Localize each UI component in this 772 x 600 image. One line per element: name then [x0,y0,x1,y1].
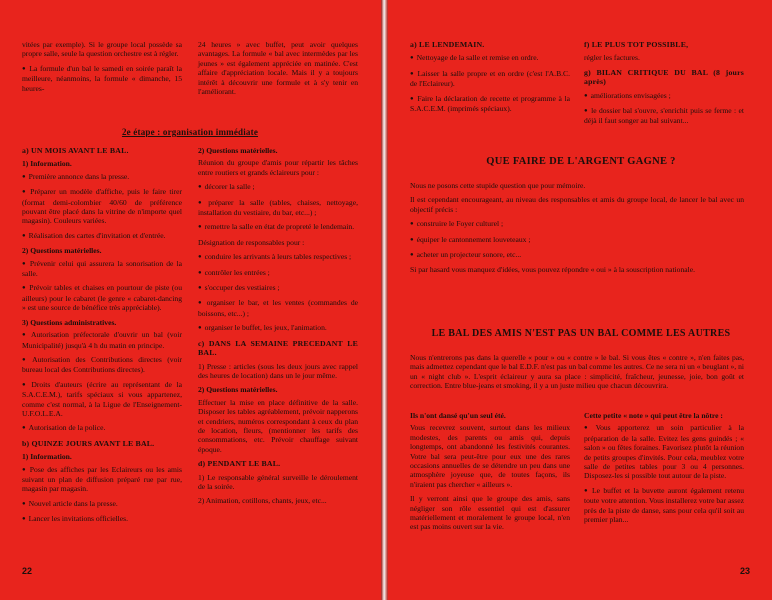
right-page [388,0,772,600]
intro-paragraph: 24 heures » avec buffet, peut avoir quelques avantages. La formule « bal avec intermèdes par les jeunes » est également appréciée en matinée. C'est affaire d'appréciation locale. Mais il y a toujours intérêt à découvrir une formule et à s'y tenir en l'améliorant. [198,40,358,97]
section-heading: b) QUINZE JOURS AVANT LE BAL. [22,438,155,448]
list-item: ● Autorisation des Contributions directes (voir bureau local des Contributions directes). [22,355,182,375]
list-item: ● Lancer les invitations officielles. [22,514,182,524]
bal-column-1 [410,411,570,537]
list-item: ● organiser le bar, et les ventes (commandes de boissons, etc...) ; [198,298,358,318]
right-top-column-1 [410,40,570,118]
list-item: ● décorer la salle ; [198,182,358,192]
paragraph: Nous n'entrerons pas dans la querelle « pour » ou « contre » le bal. Si vous êtes « contre », n'en faites pas, mais admettez cependant que le bal E.D.F. n'est pas un bal comme les autres. Ce ne sera ni un « beuglant », ni un « night club ». L'esprit éclaireur y aura sa place : simplicité, fraîcheur, jeunesse, joie, bon goût et correction. Entre blue-jeans et smoking, il y a un juste milieu que chacun découvrira. [410,353,744,391]
sub-heading: 3) Questions administratives. [22,317,117,327]
list-item: ● Le buffet et la buvette auront également retenu toute votre attention. Vous installerez votre bar assez près de la piste de danse, sans pour cela qu'il soit au premier plan... [584,486,744,525]
sub-heading: 2) Questions matérielles. [198,146,278,155]
left-page [0,0,381,600]
paragraph: Il est cependant encourageant, au niveau des responsables et amis du groupe local, de lancer le bal avec un objectif précis : [410,195,744,214]
list-item: ● organiser le buffet, les jeux, l'animation. [198,323,358,333]
paragraph: Vous recevrez souvent, surtout dans les milieux modestes, des parents ou amis qui, depuis longtemps, ont abandonné les festivités courantes. Votre bal sera peut-être pour eux une des rares occasions annuelles de se détendre un peu dans une atmosphère joyeuse que, de toutes façons, ils n'iraient pas chercher « ailleurs ». [410,423,570,489]
sub-heading: 2) Questions matérielles. [22,246,102,256]
paragraph: Désignation de responsables pour : [198,237,305,247]
list-item: ● améliorations envisagées ; [584,91,744,101]
paragraph: Effectuer la mise en place définitive de la salle. Disposer les tables agréablement, prévoir napperons et cendriers, numéros correspondant à ceux du plan de location, fleurs, (mentionner les tarifs des consommations, etc. Prévoir chauffage suivant époque. [198,397,358,454]
sub-heading: 2) Questions matérielles. [198,385,278,395]
list-item: ● construire le Foyer culturel ; [410,219,744,229]
intro-column-2 [198,40,358,101]
left-column-1 [22,146,182,530]
intro-paragraph: vitées par exemple). Si le groupe local possède sa propre salle, seule la question orchestre est à régler. [22,40,182,59]
list-item: ● Autorisation de la police. [22,423,182,433]
paragraph: Nous ne posons cette stupide question que pour mémoire. [410,181,586,190]
page-number: 23 [739,566,750,576]
paragraph: 1) Presse : articles (sous les deux jours avec rappel des heures de location) dans un le jour même. [198,361,358,380]
stage-title: 2e étape : organisation immédiate [121,127,259,137]
paragraph: 2) Animation, cotillons, chants, jeux, etc... [198,496,327,506]
page-number: 22 [22,566,33,576]
list-item: ● Préparer un modèle d'affiche, puis le faire tirer (format demi-colombier 40/60 de préférence pouvant être placé dans la vitrine de n'importe quel magasin). Couleurs variées. [22,187,182,226]
list-item: ● Droits d'auteurs (écrire au représentant de la S.A.C.E.M.), tarifs spéciaux si vous appartenez, comme c'est normal, à la Ligue de l'Enseignement-U.F.O.L.E.A. [22,380,182,419]
money-section [410,181,744,280]
list-item: ● remettre la salle en état de propreté le lendemain. [198,222,358,232]
paragraph: 1) Le responsable général surveille le déroulement de la soirée. [198,472,358,491]
right-top-column-2 [584,40,744,131]
money-title: QUE FAIRE DE L'ARGENT GAGNE ? [486,156,676,167]
list-item: ● contrôler les entrées ; [198,268,358,278]
list-item: ● Réalisation des cartes d'invitation et d'entrée. [22,231,182,241]
list-item: ● acheter un projecteur sonore, etc... [410,250,744,260]
paragraph: Il y verront ainsi que le groupe des amis, sans négliger son rôle essentiel qui est d'assurer matériellement et moralement le groupe local, n'en est pas moins ouvert sur la vie. [410,494,570,532]
intro-paragraph: ● La formule d'un bal le samedi en soirée paraît la meilleure, néanmoins, la formule « dimanche, 15 heures- [22,64,182,93]
section-heading: a) UN MOIS AVANT LE BAL. [22,146,129,155]
sub-heading: Ils n'ont dansé qu'un seul été. [410,411,506,420]
section-heading: g) BILAN CRITIQUE DU BAL (8 jours après) [584,67,744,87]
list-item: ● Première annonce dans la presse. [22,172,182,182]
paragraph: régler les factures. [584,53,640,63]
list-item: ● Prévenir celui qui assurera la sonorisation de la salle. [22,259,182,279]
bal-title: LE BAL DES AMIS N'EST PAS UN BAL COMME LES AUTRES [431,328,731,339]
bal-column-2 [584,411,744,529]
list-item: ● conduire les arrivants à leurs tables respectives ; [198,252,358,262]
list-item: ● Nettoyage de la salle et remise en ordre. [410,53,570,63]
intro-column-1 [22,40,182,98]
list-item: ● Nouvel article dans la presse. [22,499,182,509]
list-item: ● le dossier bal s'ouvre, s'enrichit puis se ferme : et déjà il faut songer au bal suivant... [584,106,744,126]
sub-heading: Cette petite « note » qui peut être la nôtre : [584,411,723,420]
section-heading: a) LE LENDEMAIN. [410,40,485,49]
list-item: ● Vous apporterez un soin particulier à la préparation de la salle. Evitez les gens guindés ; « salon » ou fêtes foraines. Favorisez plutôt la réunion de petits groupes d'invités. Pour cela, meublez votre salle de petites tables pour 3 ou 4 personnes. Disposez-les si possible tout autour de la piste. [584,423,744,480]
left-column-2 [198,146,358,511]
list-item: ● s'occuper des vestiaires ; [198,283,358,293]
list-item: ● Prévoir tables et chaises en pourtour de piste (ou ailleurs) pour le cabaret (le genre « cabaret-dancing » est une source de bénéfice très appréciable). [22,283,182,312]
section-heading: d) PENDANT LE BAL. [198,459,281,469]
bal-intro [410,353,744,396]
section-heading: c) DANS LA SEMAINE PRECEDANT LE BAL. [198,338,358,358]
list-item: ● Pose des affiches par les Eclaireurs ou les amis suivant un plan de diffusion préparé rue par rue, magasin par magasin. [22,465,182,494]
list-item: ● préparer la salle (tables, chaises, nettoyage, installation du vestiaire, du bar, etc...) ; [198,198,358,218]
list-item: ● Laisser la salle propre et en ordre (c'est l'A.B.C. de l'Eclaireur). [410,69,570,89]
sub-heading: 1) Information. [22,452,72,462]
list-item: ● Autorisation préfectorale d'ouvrir un bal (voir Municipalité) jusqu'à 4 h du matin en principe. [22,330,182,350]
paragraph: Réunion du groupe d'amis pour répartir les tâches entre routiers et grands éclaireurs pour : [198,158,358,177]
list-item: ● Faire la déclaration de recette et programme à la S.A.C.E.M. (imprimés spéciaux). [410,94,570,114]
book-gutter [381,0,388,600]
paragraph: Si par hasard vous manquez d'idées, vous pouvez répondre « oui » à la souscription nationale. [410,265,696,275]
sub-heading: 1) Information. [22,159,72,169]
list-item: ● équiper le cantonnement louveteaux ; [410,235,744,245]
section-heading: f) LE PLUS TOT POSSIBLE, [584,40,689,49]
